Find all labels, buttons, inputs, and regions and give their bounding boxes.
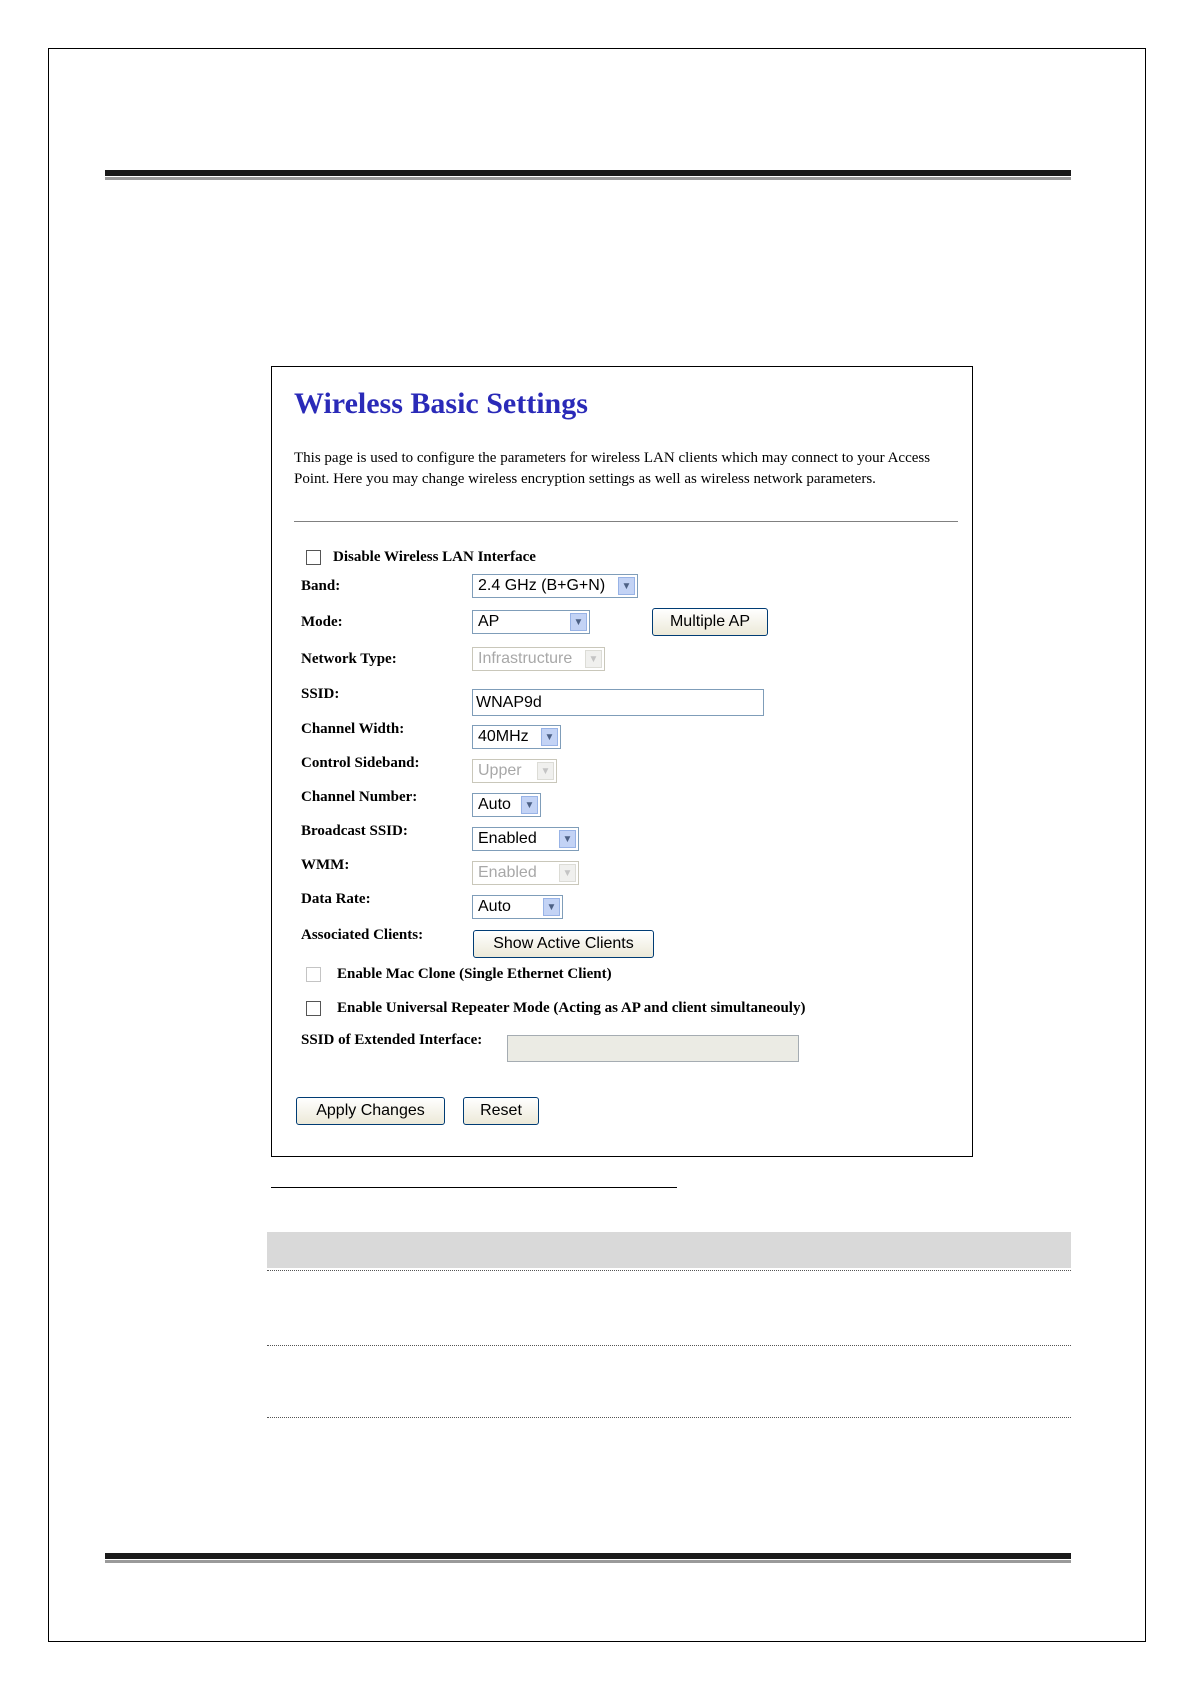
universal-repeater-label: Enable Universal Repeater Mode (Acting as AP and client simultaneouly) bbox=[337, 999, 806, 1016]
channel-width-value: 40MHz bbox=[478, 728, 529, 745]
extended-ssid-input[interactable] bbox=[507, 1035, 799, 1062]
broadcast-ssid-value: Enabled bbox=[478, 830, 537, 847]
chevron-down-icon: ▼ bbox=[537, 762, 554, 780]
mode-select[interactable] bbox=[472, 610, 590, 634]
band-select[interactable] bbox=[472, 574, 638, 598]
table-row-divider bbox=[267, 1417, 1071, 1418]
footer-rule bbox=[105, 1553, 1071, 1563]
control-sideband-value: Upper bbox=[478, 762, 522, 779]
network-type-row bbox=[301, 646, 397, 672]
disable-wireless-checkbox[interactable] bbox=[306, 550, 321, 565]
divider bbox=[294, 521, 958, 522]
control-sideband-label: Control Sideband: bbox=[301, 754, 420, 771]
network-type-value: Infrastructure bbox=[478, 650, 573, 667]
mode-label: Mode: bbox=[301, 613, 343, 630]
broadcast-ssid-row bbox=[301, 818, 408, 844]
table-row-divider bbox=[267, 1345, 1071, 1346]
associated-clients-label: Associated Clients: bbox=[301, 926, 424, 943]
control-sideband-select[interactable] bbox=[472, 759, 557, 783]
chevron-down-icon: ▼ bbox=[543, 898, 560, 916]
ssid-label: SSID: bbox=[301, 685, 340, 702]
reset-button[interactable]: Reset bbox=[463, 1097, 539, 1125]
mac-clone-label: Enable Mac Clone (Single Ethernet Client) bbox=[337, 965, 612, 982]
broadcast-ssid-label: Broadcast SSID: bbox=[301, 822, 408, 839]
broadcast-ssid-select[interactable] bbox=[472, 827, 579, 851]
table-row-divider bbox=[267, 1270, 1071, 1271]
data-rate-row bbox=[301, 886, 371, 912]
channel-number-value: Auto bbox=[478, 796, 511, 813]
chevron-down-icon: ▼ bbox=[618, 577, 635, 595]
caption-line bbox=[271, 1187, 677, 1188]
control-sideband-row bbox=[301, 750, 420, 776]
mac-clone-row bbox=[306, 961, 612, 987]
apply-changes-button[interactable]: Apply Changes bbox=[296, 1097, 445, 1125]
associated-clients-row bbox=[301, 922, 423, 948]
chevron-down-icon: ▼ bbox=[521, 796, 538, 814]
data-rate-value: Auto bbox=[478, 898, 511, 915]
band-label: Band: bbox=[301, 577, 341, 594]
universal-repeater-checkbox[interactable] bbox=[306, 1001, 321, 1016]
page-description: This page is used to configure the parameters for wireless LAN clients which may connect to your Access Point. Here you may change wireless encryption settings as well as wireless network parameters. bbox=[294, 450, 931, 487]
wmm-select[interactable] bbox=[472, 861, 579, 885]
chevron-down-icon: ▼ bbox=[559, 830, 576, 848]
disable-wireless-row bbox=[306, 544, 536, 570]
header-rule bbox=[105, 170, 1071, 180]
network-type-select[interactable] bbox=[472, 647, 605, 671]
channel-width-row bbox=[301, 716, 404, 742]
mac-clone-checkbox[interactable] bbox=[306, 967, 321, 982]
channel-number-label: Channel Number: bbox=[301, 788, 418, 805]
wmm-value: Enabled bbox=[478, 864, 537, 881]
band-row bbox=[301, 573, 340, 599]
wireless-settings-screenshot bbox=[271, 366, 973, 1157]
table-header bbox=[267, 1232, 1071, 1268]
chevron-down-icon: ▼ bbox=[559, 864, 576, 882]
mode-value: AP bbox=[478, 613, 500, 630]
band-value: 2.4 GHz (B+G+N) bbox=[478, 577, 606, 594]
network-type-label: Network Type: bbox=[301, 650, 397, 667]
chevron-down-icon: ▼ bbox=[541, 728, 558, 746]
multiple-ap-button[interactable]: Multiple AP bbox=[652, 608, 768, 636]
extended-ssid-row bbox=[301, 1027, 482, 1053]
universal-repeater-row bbox=[306, 995, 805, 1021]
data-rate-select[interactable] bbox=[472, 895, 563, 919]
ssid-input[interactable]: WNAP9d bbox=[472, 689, 764, 716]
ssid-row bbox=[301, 681, 339, 707]
page-title: Wireless Basic Settings bbox=[294, 387, 588, 420]
show-active-clients-button[interactable]: Show Active Clients bbox=[473, 930, 654, 958]
data-rate-label: Data Rate: bbox=[301, 890, 371, 907]
channel-width-label: Channel Width: bbox=[301, 720, 405, 737]
channel-number-select[interactable] bbox=[472, 793, 541, 817]
channel-width-select[interactable] bbox=[472, 725, 561, 749]
extended-ssid-label: SSID of Extended Interface: bbox=[301, 1031, 483, 1048]
wmm-row bbox=[301, 852, 349, 878]
wmm-label: WMM: bbox=[301, 856, 350, 873]
channel-number-row bbox=[301, 784, 417, 810]
chevron-down-icon: ▼ bbox=[585, 650, 602, 668]
chevron-down-icon: ▼ bbox=[570, 613, 587, 631]
mode-row bbox=[301, 609, 343, 635]
disable-wireless-label: Disable Wireless LAN Interface bbox=[333, 548, 536, 565]
